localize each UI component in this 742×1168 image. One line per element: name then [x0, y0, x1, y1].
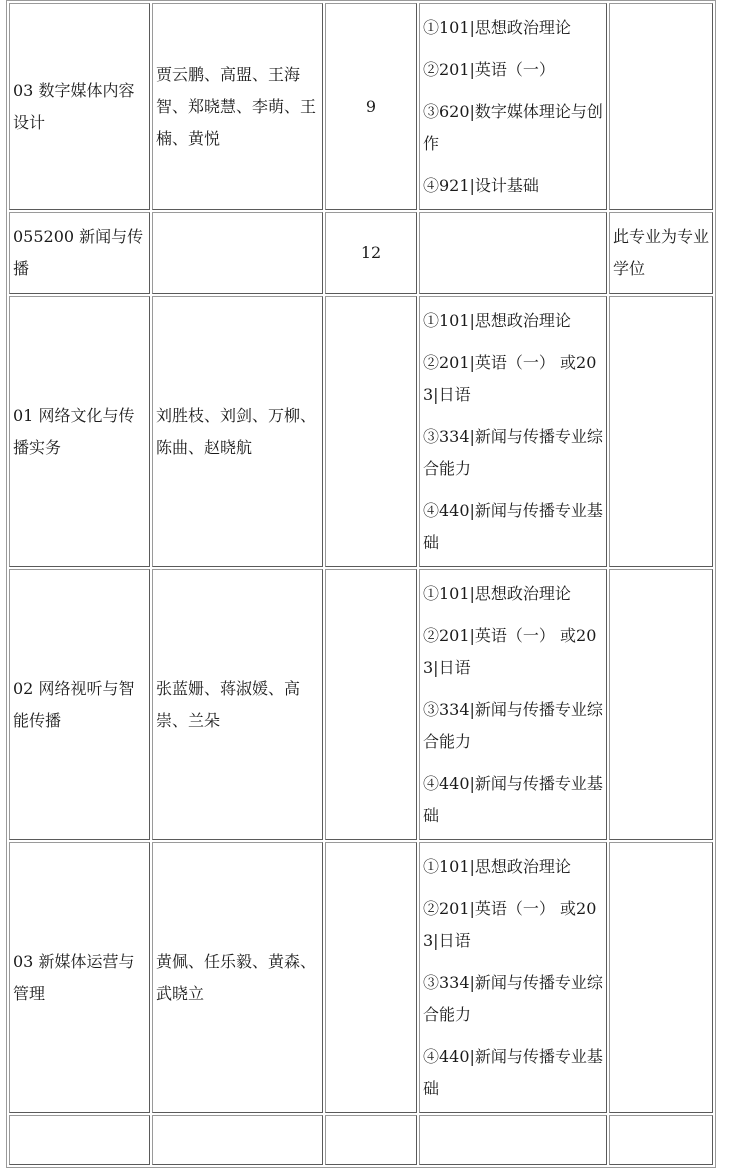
exam-subjects-cell [419, 296, 607, 567]
table-row [9, 1115, 713, 1165]
note-cell [609, 3, 713, 210]
table-row [9, 569, 713, 840]
note-cell [609, 569, 713, 840]
table-row [9, 3, 713, 210]
direction-cell: 02 网络视听与智能传播 [9, 569, 150, 840]
quota-cell: 9 [325, 3, 417, 210]
quota-cell [325, 1115, 417, 1165]
exam-subject: ②201|英语（一） 或203|日语 [423, 898, 597, 950]
program-table [6, 0, 716, 1168]
supervisors-cell [152, 1115, 323, 1165]
supervisors-cell [152, 212, 323, 294]
exam-subjects-cell [419, 1115, 607, 1165]
exam-subject: ①101|思想政治理论 [423, 856, 571, 876]
exam-subject: ③334|新闻与传播专业综合能力 [423, 972, 603, 1024]
table-row [9, 842, 713, 1113]
note-cell [609, 1115, 713, 1165]
note-cell: 此专业为专业学位 [609, 212, 713, 294]
exam-subject: ②201|英语（一） 或203|日语 [423, 625, 597, 677]
direction-cell: 03 新媒体运营与管理 [9, 842, 150, 1113]
quota-cell [325, 842, 417, 1113]
supervisors-cell: 黄佩、任乐毅、黄森、武晓立 [152, 842, 323, 1113]
exam-subject: ③334|新闻与传播专业综合能力 [423, 426, 603, 478]
note-cell [609, 296, 713, 567]
table-row [9, 296, 713, 567]
exam-subject: ②201|英语（一） 或203|日语 [423, 352, 597, 404]
exam-subjects-cell [419, 569, 607, 840]
exam-subject: ③334|新闻与传播专业综合能力 [423, 699, 603, 751]
direction-cell: 03 数字媒体内容设计 [9, 3, 150, 210]
exam-subject: ④440|新闻与传播专业基础 [423, 1046, 603, 1098]
supervisors-cell: 张蓝姗、蒋淑媛、高崇、兰朵 [152, 569, 323, 840]
exam-subject: ①101|思想政治理论 [423, 310, 571, 330]
note-cell [609, 842, 713, 1113]
exam-subject: ①101|思想政治理论 [423, 583, 571, 603]
exam-subject: ③620|数字媒体理论与创作 [423, 101, 603, 153]
quota-cell [325, 296, 417, 567]
exam-subject: ④440|新闻与传播专业基础 [423, 500, 603, 552]
direction-cell [9, 1115, 150, 1165]
table-row [9, 212, 713, 294]
quota-cell: 12 [325, 212, 417, 294]
quota-cell [325, 569, 417, 840]
exam-subject: ④440|新闻与传播专业基础 [423, 773, 603, 825]
exam-subject: ④921|设计基础 [423, 175, 539, 195]
supervisors-cell: 贾云鹏、高盟、王海智、郑晓慧、李萌、王楠、黄悦 [152, 3, 323, 210]
exam-subjects-cell [419, 3, 607, 210]
exam-subject: ②201|英语（一） [423, 59, 555, 79]
exam-subjects-cell [419, 842, 607, 1113]
exam-subject: ①101|思想政治理论 [423, 17, 571, 37]
direction-cell: 055200 新闻与传播 [9, 212, 150, 294]
supervisors-cell: 刘胜枝、刘剑、万柳、陈曲、赵晓航 [152, 296, 323, 567]
exam-subjects-cell [419, 212, 607, 294]
direction-cell: 01 网络文化与传播实务 [9, 296, 150, 567]
